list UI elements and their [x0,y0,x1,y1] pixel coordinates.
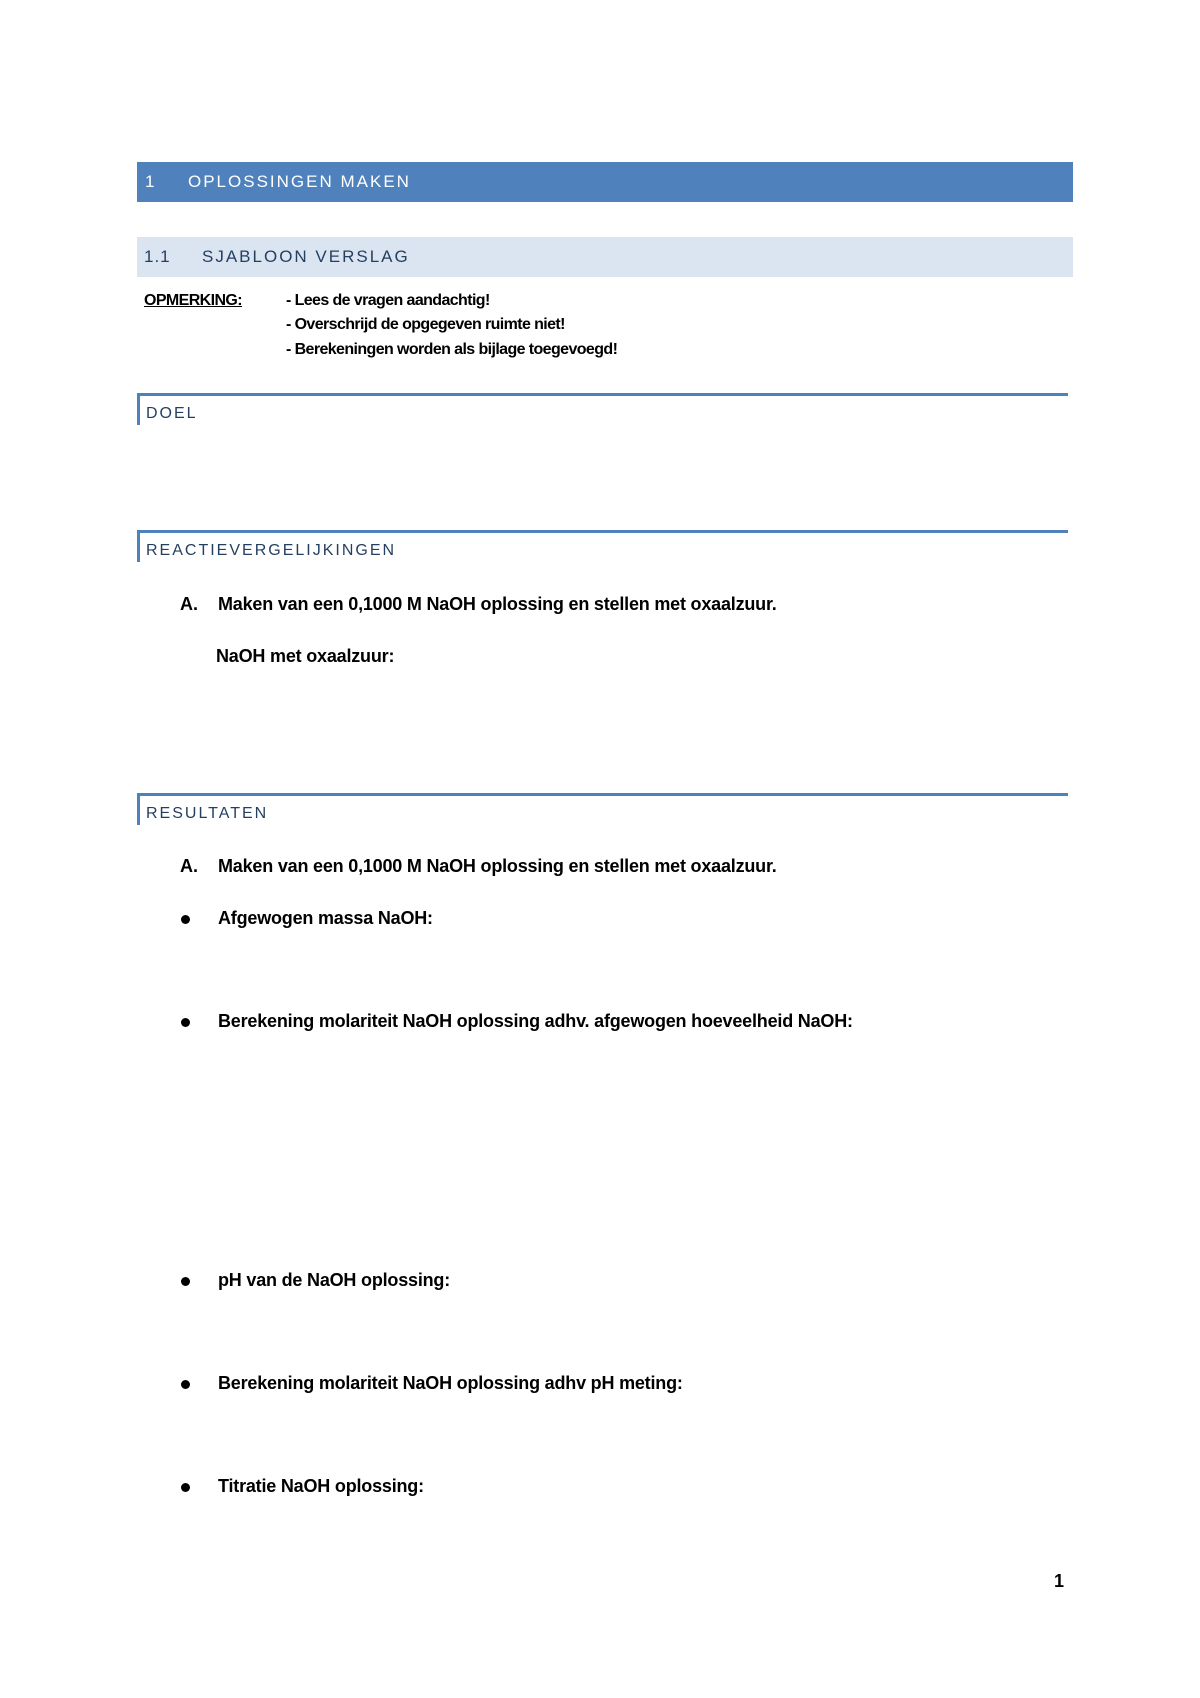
section-resultaten [137,793,1068,825]
bullet-icon [181,1277,190,1286]
result-bullet-1: Afgewogen massa NaOH: [218,908,433,928]
resultaten-item-text: Maken van een 0,1000 M NaOH oplossing en stellen met oxaalzuur. [218,856,777,876]
reactie-item-letter: A. [180,594,198,614]
result-bullet-3: pH van de NaOH oplossing: [218,1270,451,1290]
heading-1-number: 1 [145,172,157,191]
result-bullet-5: Titratie NaOH oplossing: [218,1476,424,1496]
page-number: 1 [1054,1571,1065,1591]
section-doel-title: DOEL [146,405,198,422]
result-bullet-4: Berekening molariteit NaOH oplossing adhv pH meting: [218,1373,683,1393]
result-bullet-2: Berekening molariteit NaOH oplossing adhv. afgewogen hoeveelheid NaOH: [218,1011,853,1031]
bullet-icon [181,1018,190,1027]
heading-2-title: SJABLOON VERSLAG [202,247,410,266]
section-doel [137,393,1068,425]
bullet-icon [181,1380,190,1389]
note-line-2: - Overschrijd de opgegeven ruimte niet! [286,316,565,333]
reactie-item-text: Maken van een 0,1000 M NaOH oplossing en stellen met oxaalzuur. [218,594,777,614]
section-reactievergelijkingen [137,530,1068,562]
heading-2-number: 1.1 [144,247,171,266]
bullet-icon [181,1483,190,1492]
heading-1 [137,162,1073,202]
note-line-1: - Lees de vragen aandachtig! [286,292,490,309]
heading-2 [137,237,1073,277]
note-line-3: - Berekeningen worden als bijlage toegevoegd! [286,341,618,358]
section-reactievergelijkingen-title: REACTIEVERGELIJKINGEN [146,542,397,559]
note-label: OPMERKING: [144,292,243,309]
section-resultaten-title: RESULTATEN [146,805,269,822]
resultaten-item-letter: A. [180,856,198,876]
reactie-sub-text: NaOH met oxaalzuur: [216,646,395,666]
heading-1-title: OPLOSSINGEN MAKEN [188,172,411,191]
bullet-icon [181,915,190,924]
